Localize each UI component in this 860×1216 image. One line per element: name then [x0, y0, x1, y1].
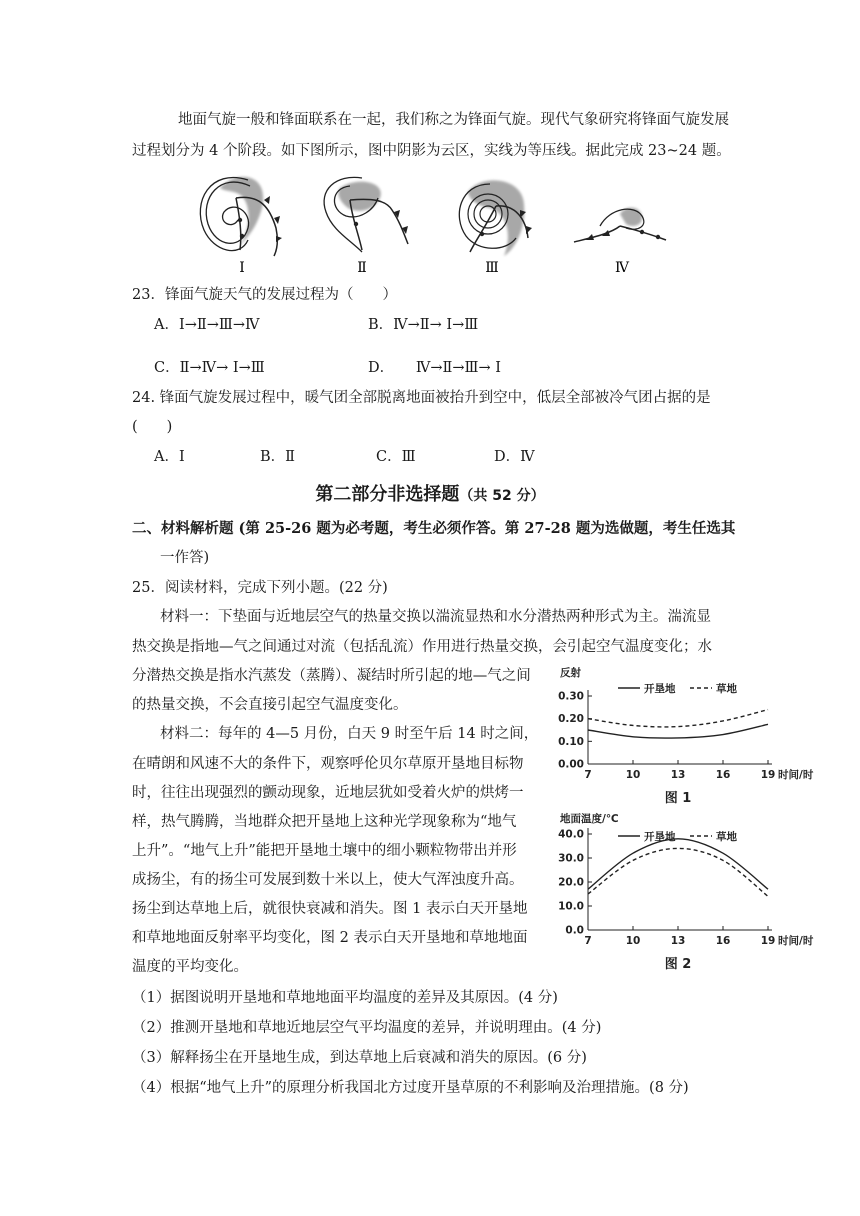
q23-option-d[interactable]: D． Ⅳ→Ⅱ→Ⅲ→ Ⅰ — [368, 360, 501, 376]
chart1-series-1-line — [588, 724, 768, 738]
q23-option-c[interactable]: C．Ⅱ→Ⅳ→ Ⅰ→Ⅲ — [154, 360, 265, 376]
material2-line-9: 温度的平均变化。 — [132, 959, 248, 975]
q24-option-a[interactable]: A．Ⅰ — [154, 449, 185, 465]
chart2-series-2-line — [588, 848, 768, 896]
intro-line-2: 过程划分为 4 个阶段。如下图所示，图中阴影为云区，实线为等压线。据此完成 23~24 题。 — [132, 143, 731, 159]
section2-line-1: 二、材料解析题 (第 25-26 题为必考题，考生必须作答。第 27-28 题为选做题，考生任选其 — [132, 520, 736, 537]
part2-title — [0, 480, 860, 506]
section2-line-2: 一作答) — [160, 550, 210, 566]
cyclone-label-4: Ⅳ — [615, 260, 629, 276]
chart1-ytick-label: 0.00 — [558, 758, 584, 771]
material2-line-3: 时，往往出现强烈的颤动现象，近地层犹如受着火炉的烘烤一 — [132, 785, 524, 801]
q25-sub-3: （3）解释扬尘在开垦地生成，到达草地上后衰减和消失的原因。(6 分) — [132, 1050, 587, 1066]
cyclone-stages-figure — [190, 168, 670, 280]
chart1-ytick-label: 0.30 — [558, 690, 584, 703]
material1-line-3: 分潜热交换是指水汽蒸发（蒸腾）、凝结时所引起的地—气之间 — [132, 668, 531, 684]
q24-stem: 24. 锋面气旋发展过程中，暖气团全部脱离地面被抬升到空中，低层全部被冷气团占据的是 — [132, 390, 711, 406]
chart1-ytick-label: 0.20 — [558, 713, 584, 726]
q24-option-d[interactable]: D．Ⅳ — [494, 449, 535, 465]
q23-option-b[interactable]: B．Ⅳ→Ⅱ→ Ⅰ→Ⅲ — [368, 317, 479, 333]
cyclone-stage-2 — [324, 177, 408, 276]
chart1-title: 图 1 — [664, 791, 692, 806]
cyclone-stage-4 — [574, 208, 666, 276]
chart1-ylabel: 反射 — [560, 667, 581, 679]
chart2-xtick-label: 16 — [715, 935, 731, 947]
chart2-ytick-label: 30.0 — [558, 852, 584, 865]
chart1-xtick-label: 10 — [625, 769, 641, 781]
material2-line-6: 成扬尘，有的扬尘可发展到数十米以上，使大气浑浊度升高。 — [132, 872, 524, 888]
chart2-xtick-label: 7 — [584, 935, 592, 947]
material1-line-2: 热交换是指地—气之间通过对流（包括乱流）作用进行热量交换，会引起空气温度变化；水 — [132, 639, 712, 655]
chart2-xtick-label: 10 — [625, 935, 641, 947]
q23-stem: 23．锋面气旋天气的发展过程为（ ） — [132, 287, 397, 303]
chart2-xlabel: 时间/时 — [778, 935, 814, 947]
ground-temperature-chart — [554, 810, 814, 974]
material1-line-4: 的热量交换，不会直接引起空气温度变化。 — [132, 697, 408, 713]
chart2-ylabel: 地面温度/℃ — [560, 813, 619, 825]
part2-score: （共 52 分） — [459, 488, 545, 504]
intro-line-1: 地面气旋一般和锋面联系在一起，我们称之为锋面气旋。现代气象研究将锋面气旋发展 — [178, 112, 729, 128]
material2-line-2: 在晴朗和风速不大的条件下，观察呼伦贝尔草原开垦地目标物 — [132, 756, 524, 772]
q25-sub-1: （1）据图说明开垦地和草地地面平均温度的差异及其原因。(4 分) — [132, 990, 558, 1006]
material1-line-1: 材料一：下垫面与近地层空气的热量交换以湍流显热和水分潜热两种形式为主。湍流显 — [160, 609, 711, 625]
chart2-ytick-label: 20.0 — [558, 876, 584, 889]
chart2-xtick-label: 13 — [670, 935, 686, 947]
reflectance-chart — [554, 660, 814, 808]
chart2-title: 图 2 — [664, 957, 692, 972]
material2-line-7: 扬尘到达草地上后，就很快衰减和消失。图 1 表示白天开垦地 — [132, 901, 528, 917]
chart1-xlabel: 时间/时 — [778, 769, 814, 781]
cyclone-stage-3 — [459, 180, 532, 276]
cyclone-label-2: Ⅱ — [357, 260, 367, 276]
chart1-xtick-label: 7 — [584, 769, 592, 781]
cyclone-label-3: Ⅲ — [485, 260, 499, 276]
q25-sub-4: （4）根据“地气上升”的原理分析我国北方过度开垦草原的不利影响及治理措施。(8 分) — [132, 1080, 689, 1096]
chart2-ytick-label: 0.0 — [565, 924, 584, 937]
material2-line-1: 材料二：每年的 4—5 月份，白天 9 时至午后 14 时之间， — [160, 726, 539, 742]
q24-option-b[interactable]: B．Ⅱ — [260, 449, 296, 465]
q25-sub-2: （2）推测开垦地和草地近地层空气平均温度的差异，并说明理由。(4 分) — [132, 1020, 602, 1036]
chart1-legend-label: 开垦地 — [644, 683, 676, 695]
chart1-xtick-label: 16 — [715, 769, 731, 781]
cyclone-label-1: Ⅰ — [239, 260, 245, 276]
chart1-series-2-line — [588, 710, 768, 727]
material2-line-5: 上升”。“地气上升”能把开垦地土壤中的细小颗粒物带出并形 — [132, 843, 517, 859]
chart2-legend-label: 草地 — [716, 831, 737, 843]
q24-option-c[interactable]: C．Ⅲ — [376, 449, 416, 465]
material2-line-8: 和草地地面反射率平均变化，图 2 表示白天开垦地和草地地面 — [132, 930, 528, 946]
chart2-ytick-label: 10.0 — [558, 900, 584, 913]
cyclone-stage-1 — [200, 177, 282, 276]
chart1-legend-label: 草地 — [716, 683, 737, 695]
chart1-xtick-label: 19 — [760, 769, 776, 781]
q25-stem: 25．阅读材料，完成下列小题。(22 分) — [132, 580, 388, 596]
q24-paren: ( ) — [132, 419, 173, 435]
material2-line-4: 样，热气腾腾，当地群众把开垦地上这种光学现象称为“地气 — [132, 814, 517, 830]
chart1-ytick-label: 0.10 — [558, 735, 584, 748]
chart2-ytick-label: 40.0 — [558, 828, 584, 841]
chart2-legend-label: 开垦地 — [644, 831, 676, 843]
chart1-xtick-label: 13 — [670, 769, 686, 781]
part2-title-text: 第二部分非选择题 — [315, 484, 460, 505]
chart2-xtick-label: 19 — [760, 935, 776, 947]
chart2-series-1-line — [588, 839, 768, 889]
q23-option-a[interactable]: A．Ⅰ→Ⅱ→Ⅲ→Ⅳ — [154, 317, 260, 333]
